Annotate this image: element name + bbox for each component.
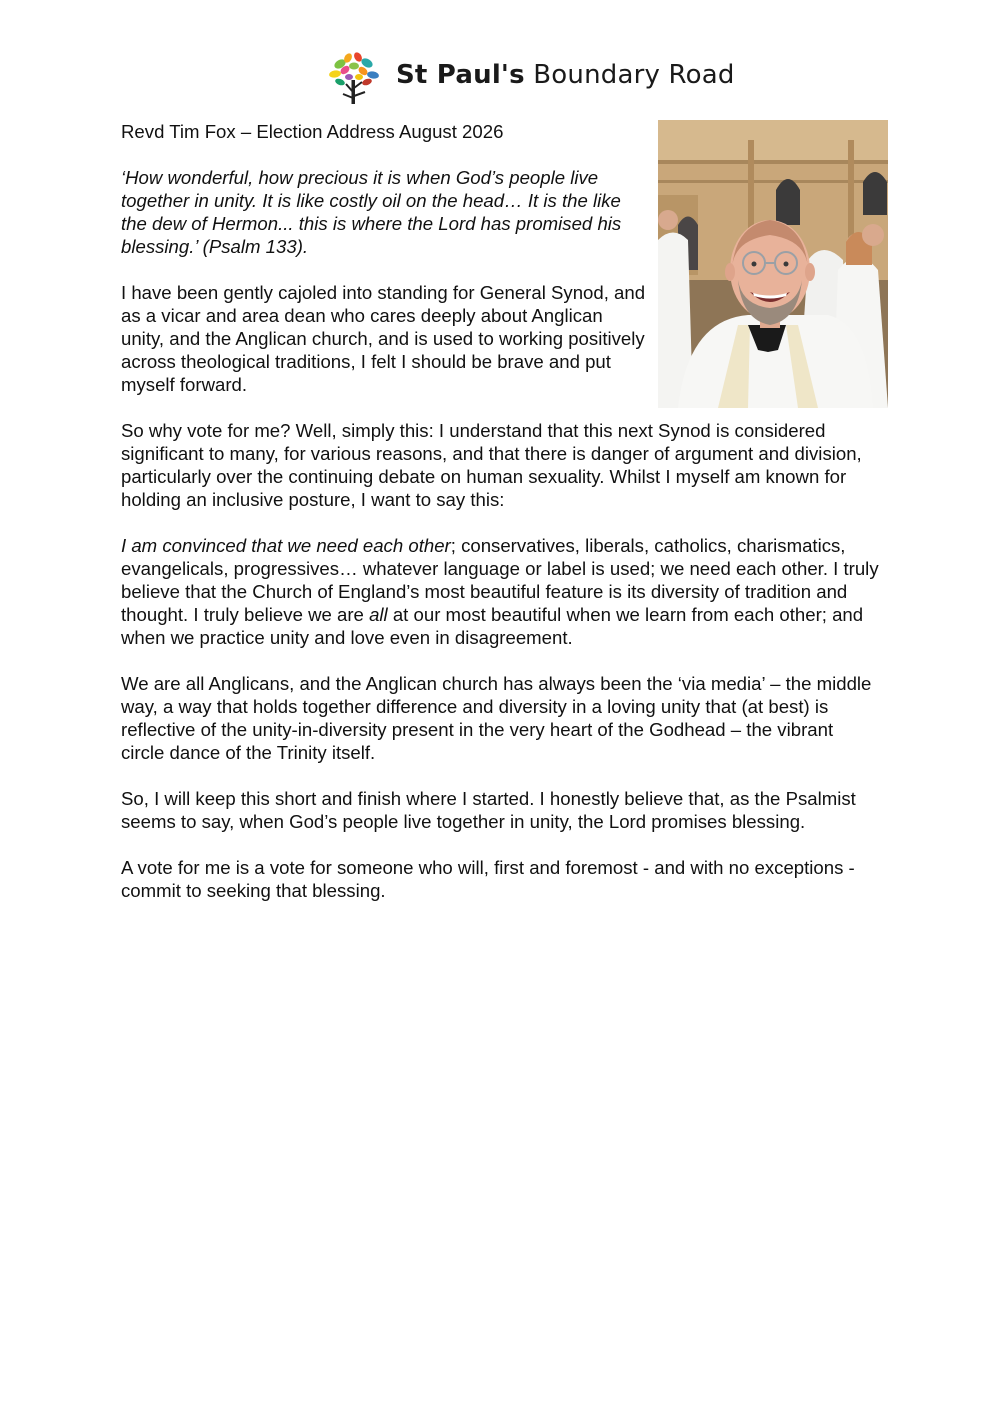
- election-address: [121, 120, 881, 925]
- paragraph-anglicans: We are all Anglicans, and the Anglican church has always been the ‘via media’ – the middle way, a way that holds together difference and diversity in a loving unity that (at best) is reflective of the unity-in-diversity present in the very heart of the Godhead – the vibrant circle dance of the Trinity itself.: [121, 673, 872, 763]
- paragraph-closing: A vote for me is a vote for someone who will, first and foremost - and with no exceptions - commit to seeking that blessing.: [121, 857, 855, 901]
- document-title: Revd Tim Fox – Election Address August 2026: [121, 121, 504, 142]
- paragraph-intro: I have been gently cajoled into standing for General Synod, and as a vicar and area dean who cares deeply about Anglican unity, and the Anglican church, and is used to working positively across theological traditions, I felt I should be brave and put myself forward.: [121, 282, 646, 395]
- psalm-quote: ‘How wonderful, how precious it is when God’s people live together in unity. It is like costly oil on the head… It is the like the dew of Hermon... this is where the Lord has promised his blessing.’ (Psalm 133).: [121, 167, 622, 257]
- paragraph-why-vote: So why vote for me? Well, simply this: I understand that this next Synod is considered significant to many, for various reasons, and that there is danger of argument and division, particularly over the continuing debate on human sexuality. Whilst I myself am known for holding an inclusive posture, I want to say this:: [121, 420, 862, 510]
- organisation-name: St Paul's Boundary Road: [396, 60, 735, 90]
- paragraph-need-each-other: I am convinced that we need each other; conservatives, liberals, catholics, charismatics, evangelicals, progressives… whatever language or label is used; we need each other. I truly believe that the Church of England’s most beautiful feature is its diversity of tradition and thought. I truly believe we are all at our most beautiful when we learn from each other; and when we practice unity and love even in disagreement.: [121, 535, 879, 648]
- paragraph-conclusion: So, I will keep this short and finish where I started. I honestly believe that, as the Psalmist seems to say, when God’s people live together in unity, the Lord promises blessing.: [121, 788, 856, 832]
- tree-logo-icon: [326, 50, 382, 106]
- letterhead: [0, 50, 1000, 106]
